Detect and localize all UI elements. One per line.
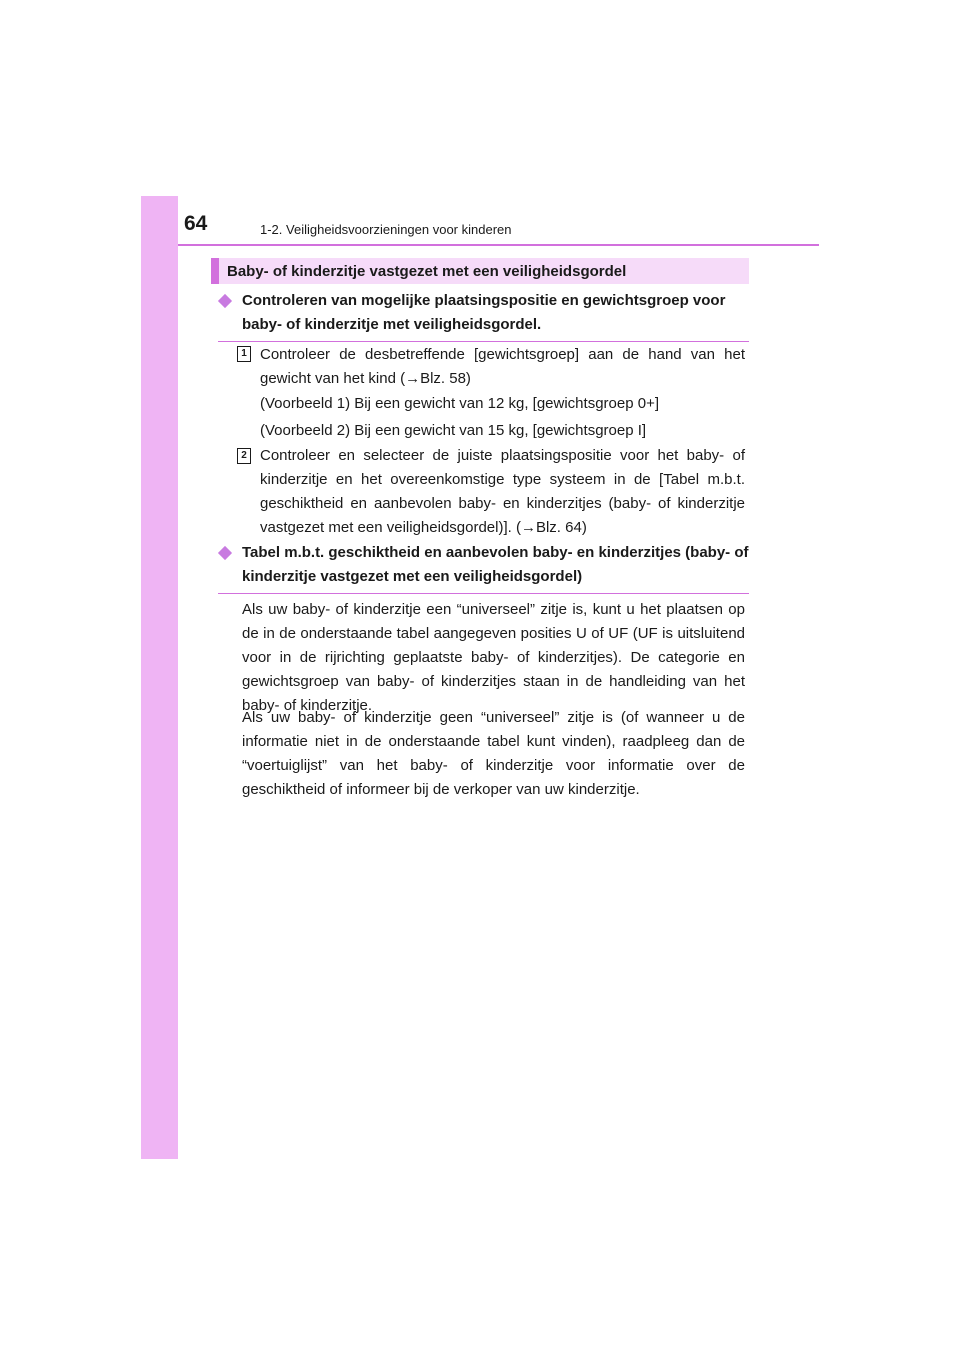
- step-2-text: Controleer en selecteer de juiste plaatsingspositie voor het baby- of kinderzitje en het overeenkomstige type systeem in de [Tabel m.b.t. geschiktheid en aanbevolen baby- en kinderzitjes (baby- of kinderzitje vastgezet met een veiligheidsgordel)]. (→Blz. 64): [260, 447, 745, 536]
- paragraph-1: Als uw baby- of kinderzitje een “universeel” zitje is, kunt u het plaatsen op de in de onderstaande tabel aangegeven posities U of UF (UF is uitsluitend voor in de rijrichting geplaatste baby- of kinderzitjes). De categorie en gewichtsgroep van baby- of kinderzitjes staan in de handleiding van het baby- of kinderzitje.: [242, 601, 745, 714]
- step-number-1: 1: [237, 346, 251, 362]
- diamond-bullet-icon: [218, 294, 232, 308]
- chapter-title: 1-2. Veiligheidsvoorzieningen voor kinderen: [260, 222, 512, 237]
- subsection-heading-1: [218, 289, 749, 342]
- subsection-heading-1-text: Controleren van mogelijke plaatsingspositie en gewichtsgroep voor baby- of kinderzitje met veiligheidsgordel.: [242, 292, 726, 333]
- section-heading-text: Baby- of kinderzitje vastgezet met een veiligheidsgordel: [227, 262, 627, 280]
- step-1-text: Controleer de desbetreffende [gewichtsgroep] aan de hand van het gewicht van het kind (→Blz. 58): [260, 346, 745, 387]
- page-number: 64: [184, 212, 208, 235]
- step-1-example-1: (Voorbeeld 1) Bij een gewicht van 12 kg, [gewichtsgroep 0+]: [260, 395, 659, 412]
- step-1-example-2: (Voorbeeld 2) Bij een gewicht van 15 kg, [gewichtsgroep I]: [260, 422, 647, 439]
- paragraph-2: Als uw baby- of kinderzitje geen “universeel” zitje is (of wanneer u de informatie niet in de onderstaande tabel kunt vinden), raadpleeg dan de “voertuiglijst” van het baby- of kinderzitje voor informatie over de geschiktheid of informeer bij de verkoper van uw kinderzitje.: [242, 709, 745, 798]
- side-tab: [141, 196, 178, 1159]
- subsection-heading-2-text: Tabel m.b.t. geschiktheid en aanbevolen baby- en kinderzitjes (baby- of kinderzitje vastgezet met een veiligheidsgordel): [242, 544, 749, 585]
- header-divider: [178, 244, 819, 246]
- diamond-bullet-icon: [218, 546, 232, 560]
- step-number-2: 2: [237, 448, 251, 464]
- section-heading: [211, 258, 749, 284]
- subsection-heading-2: [218, 541, 749, 594]
